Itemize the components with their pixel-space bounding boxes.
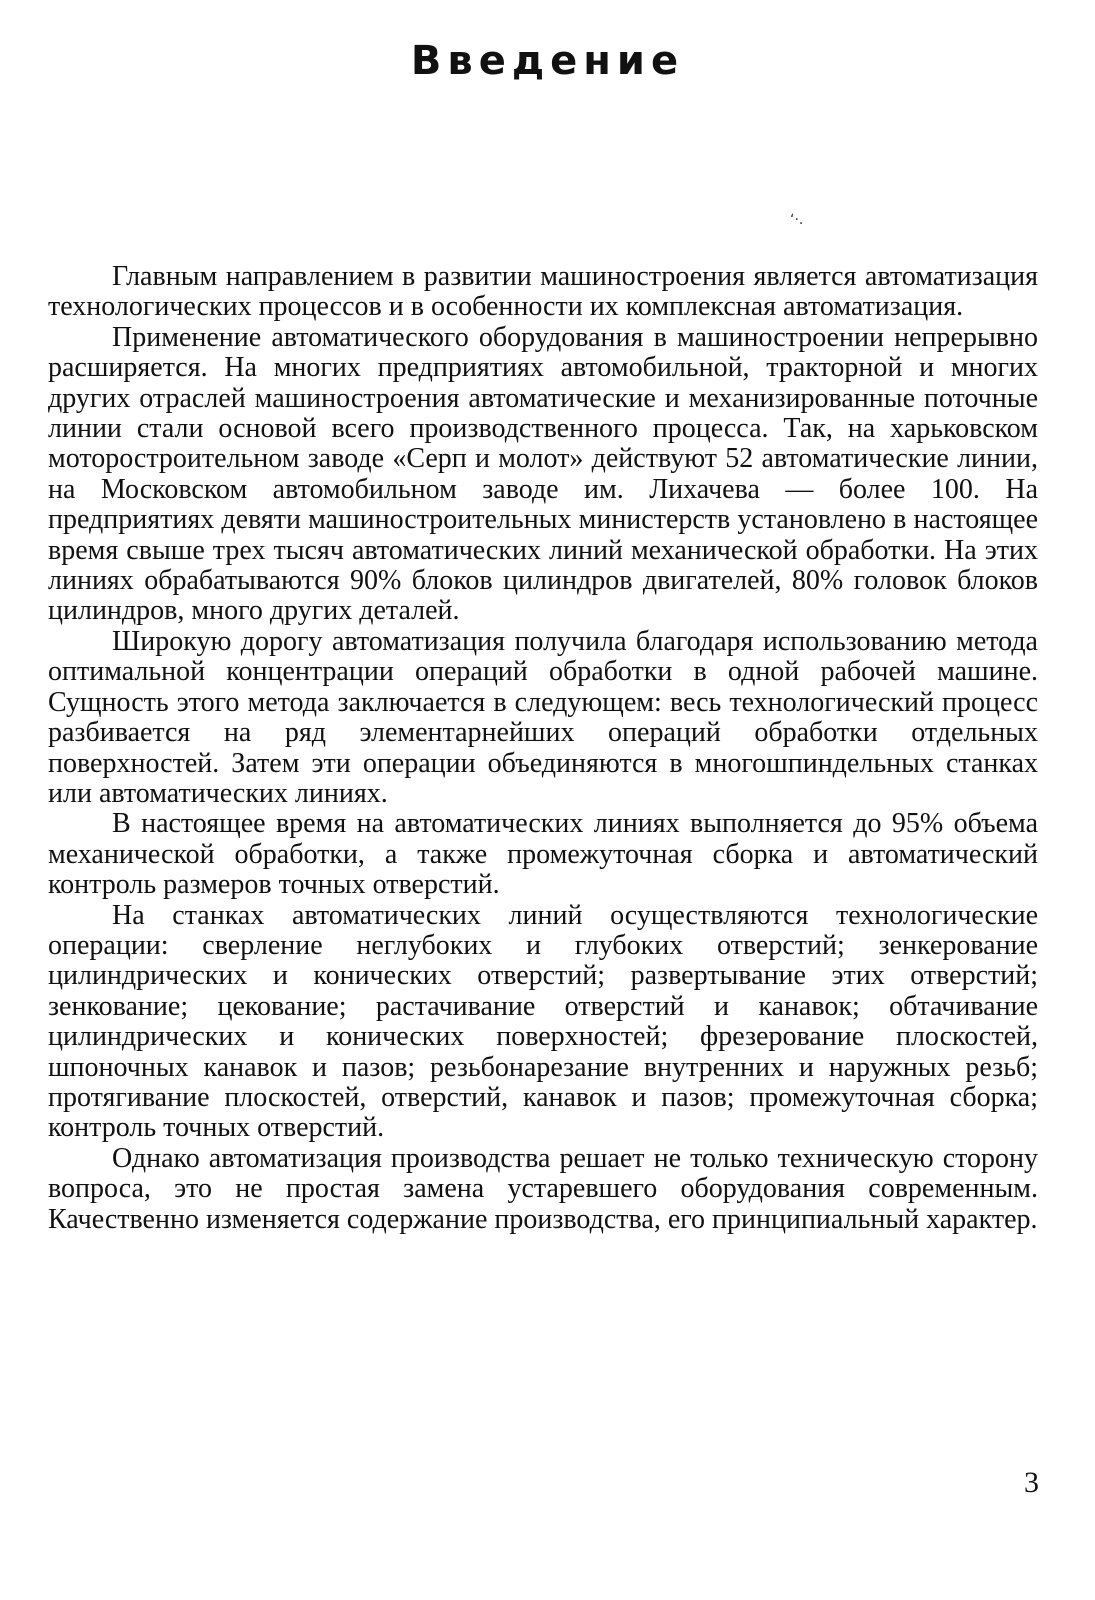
- paragraph-4: В настоящее время на автоматических линиях выполняется до 95% объема механической обработки, а также промежуточная сборка и автоматический контроль размеров точных отверстий.: [48, 808, 1038, 901]
- section-heading: Введение: [410, 38, 685, 84]
- ink-speck: ʻ·.: [790, 212, 804, 228]
- paragraph-5: На станках автоматических линий осуществляются технологические операции: сверление неглубоких и глубоких отверстий; зенкерование цилиндрических и конических отверстий; развертывание этих отверстий; зенкование; цекование; растачивание отверстий и канавок; обтачивание цилиндрических и конических поверхностей; фрезерование плоскостей, шпоночных канавок и пазов; резьбонарезание внутренних и наружных резьб; протягивание плоскостей, отверстий, канавок и пазов; промежуточная сборка; контроль точных отверстий.: [48, 899, 1038, 1144]
- paragraph-1: Главным направлением в развитии машиностроения является автоматизация технологических процессов и в особенности их комплексная автоматизация.: [48, 261, 1038, 323]
- paragraph-6: Однако автоматизация производства решает не только техническую сторону вопроса, это не простая замена устаревшего оборудования современным. Качественно изменяется содержание производства, его принципиальный характер.: [48, 1142, 1038, 1235]
- paragraph-2: Применение автоматического оборудования в машиностроении непрерывно расширяется. На многих предприятиях автомобильной, тракторной и многих других отраслей машиностроения автоматические и механизированные поточные линии стали основой всего производственного процесса. Так, на харьковском моторостроительном заводе «Серп и молот» действуют 52 автоматические линии, на Московском автомобильном заводе им. Лихачева — более 100. На предприятиях девяти машиностроительных министерств установлено в настоящее время свыше трех тысяч автоматических линий механической обработки. На этих линиях обрабатываются 90% блоков цилиндров двигателей, 80% головок блоков цилиндров, много других деталей.: [48, 321, 1038, 627]
- body-text: [48, 262, 1038, 1235]
- paragraph-3: Широкую дорогу автоматизация получила благодаря использованию метода оптимальной концентрации операций обработки в одной рабочей машине. Сущность этого метода заключается в следующем: весь технологический процесс разбивается на ряд элементарнейших операций обработки отдельных поверхностей. Затем эти операции объединяются в многошпиндельных станках или автоматических линиях.: [48, 625, 1038, 809]
- page-number: 3: [1024, 1466, 1039, 1499]
